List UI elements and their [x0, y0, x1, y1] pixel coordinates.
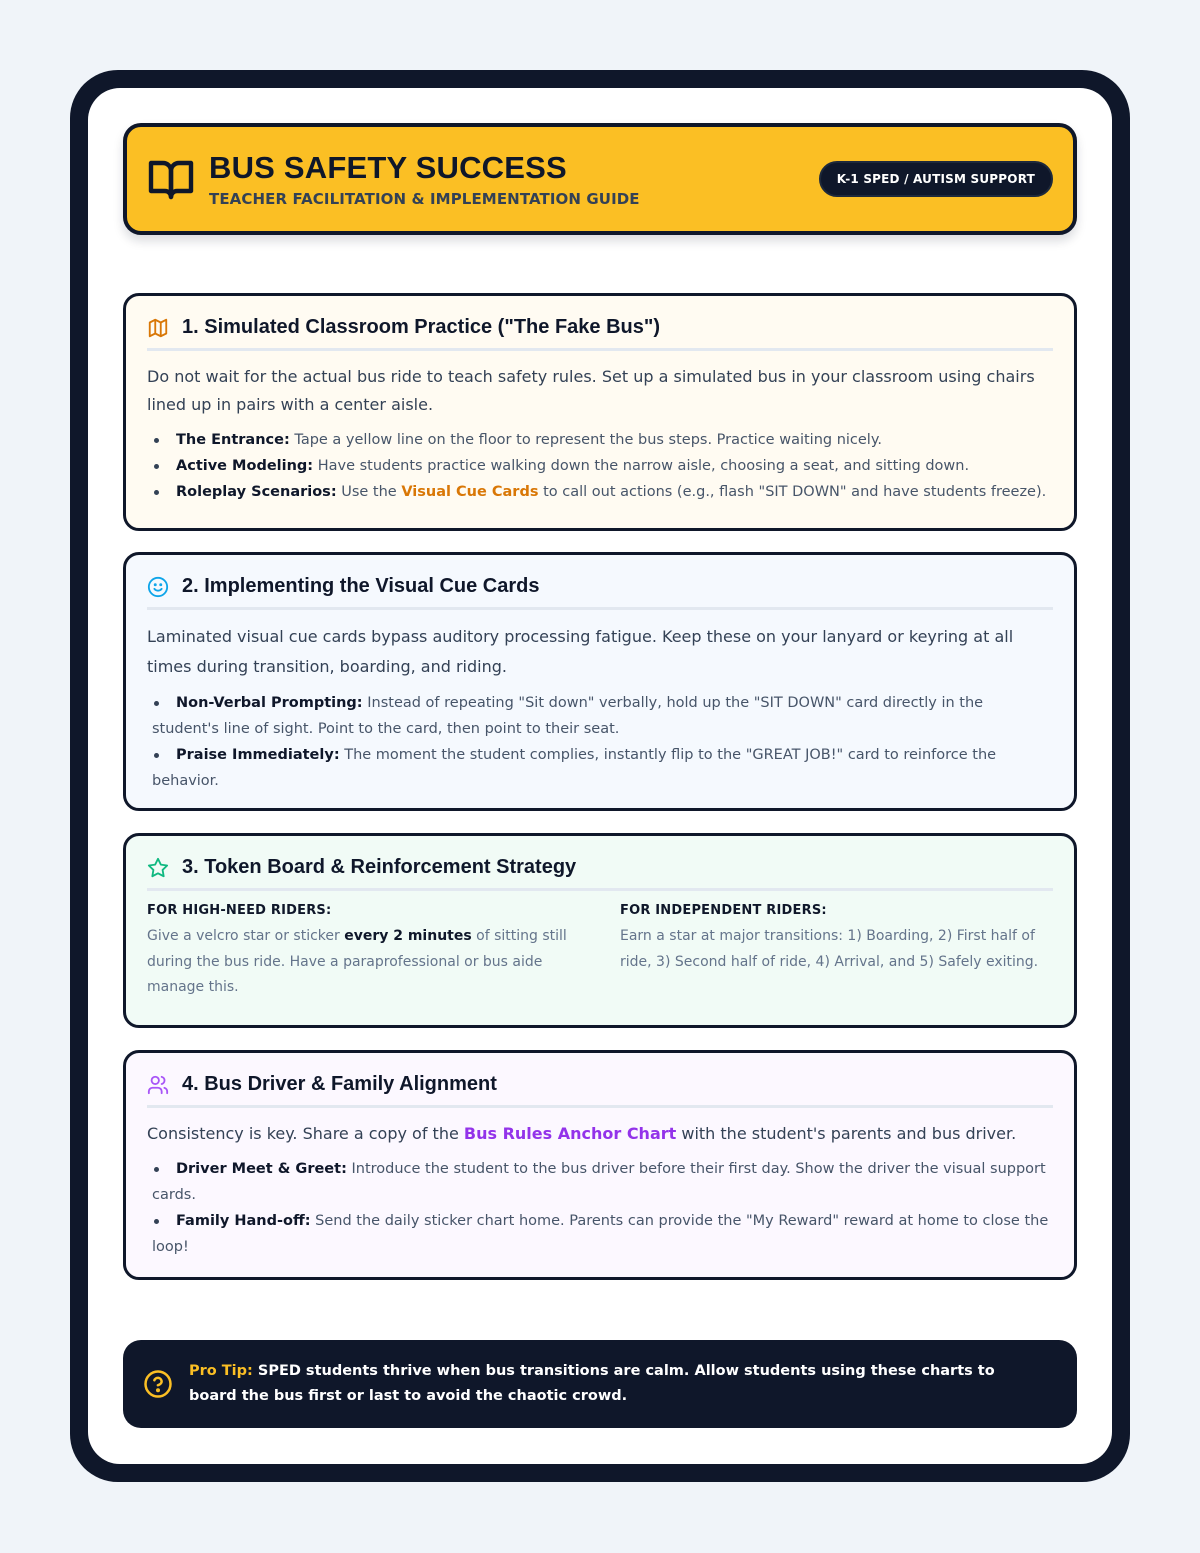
item-text: Tape a yellow line on the floor to represent the bus steps. Practice waiting nicely. [289, 432, 882, 448]
column-heading: FOR HIGH-NEED RIDERS: [147, 903, 332, 918]
list-item [147, 1208, 1053, 1260]
column-text [147, 924, 580, 1001]
section-header [147, 575, 1053, 610]
rider-columns [147, 903, 1053, 1001]
section-title: 2. Implementing the Visual Cue Cards [182, 575, 540, 597]
grade-badge: K-1 SPED / AUTISM SUPPORT [819, 161, 1053, 197]
section-title: 4. Bus Driver & Family Alignment [182, 1073, 497, 1095]
item-label: Praise Immediately: [176, 747, 340, 763]
pro-tip-label: Pro Tip: [189, 1363, 253, 1379]
page-frame [70, 70, 1130, 1482]
item-text: Send the daily sticker chart home. Parents can provide the "My Reward" reward at home to close the loop! [152, 1213, 1049, 1255]
guide-page [88, 88, 1112, 1464]
bullet-list [147, 427, 1053, 505]
page-title: BUS SAFETY SUCCESS [209, 150, 567, 185]
item-label: The Entrance: [176, 432, 290, 448]
section-simulated-practice [123, 293, 1077, 531]
column-text: Earn a star at major transitions: 1) Boarding, 2) First half of ride, 3) Second half of ride, 4) Arrival, and 5) Safely exiting. [620, 928, 1039, 970]
item-label: Family Hand-off: [176, 1213, 311, 1229]
section-lead: Do not wait for the actual bus ride to teach safety rules. Set up a simulated bus in your classroom using chairs lined up in pairs with a center aisle. [147, 367, 1035, 414]
section-title: 3. Token Board & Reinforcement Strategy [182, 856, 577, 878]
item-text: to call out actions (e.g., flash "SIT DOWN" and have students freeze). [538, 484, 1047, 500]
column-text-bold: every 2 minutes [344, 928, 472, 944]
users-icon [147, 1074, 169, 1096]
section-header [147, 316, 1053, 351]
item-text: Have students practice walking down the narrow aisle, choosing a seat, and sitting down. [313, 458, 970, 474]
section-token-board [123, 833, 1077, 1028]
header-banner [123, 123, 1077, 235]
map-icon [147, 317, 169, 339]
list-item [147, 427, 1053, 453]
section-driver-family [123, 1050, 1077, 1280]
lead-text: Consistency is key. Share a copy of the [147, 1124, 464, 1143]
section-lead: Laminated visual cue cards bypass auditory processing fatigue. Keep these on your lanyard or keyring at all times during transition, boarding, and riding. [147, 627, 1014, 676]
bullet-list [147, 690, 1053, 794]
high-need-column [147, 903, 580, 1001]
star-icon [147, 857, 169, 879]
list-item [147, 742, 1053, 794]
question-icon [143, 1369, 173, 1399]
item-label: Non-Verbal Prompting: [176, 695, 363, 711]
pro-tip-body: SPED students thrive when bus transitions are calm. Allow students using these charts to board the bus first or last to avoid the chaotic crowd. [189, 1363, 995, 1404]
section-header [147, 1073, 1053, 1108]
list-item [147, 690, 1053, 742]
anchor-chart-highlight: Bus Rules Anchor Chart [463, 1124, 677, 1143]
list-item [147, 453, 1053, 479]
pro-tip-banner [123, 1340, 1077, 1428]
column-text-part: Give a velcro star or sticker [147, 928, 345, 944]
section-visual-cue-cards [123, 552, 1077, 811]
item-label: Active Modeling: [176, 458, 314, 474]
item-text: Instead of repeating "Sit down" verbally, hold up the "SIT DOWN" card directly in the student's line of sight. Point to the card, then point to their seat. [152, 695, 984, 737]
item-text: The moment the student complies, instantly flip to the "GREAT JOB!" card to reinforce the behavior. [152, 747, 997, 789]
pro-tip-text [189, 1359, 1047, 1409]
column-heading: FOR INDEPENDENT RIDERS: [620, 903, 827, 918]
list-item [147, 1156, 1053, 1208]
visual-cue-cards-highlight: Visual Cue Cards [401, 484, 539, 500]
item-label: Driver Meet & Greet: [176, 1161, 347, 1177]
column-text-part: of sitting still during the bus ride. Have a paraprofessional or bus aide manage this. [147, 928, 567, 995]
item-label: Roleplay Scenarios: [176, 484, 337, 500]
item-text: Introduce the student to the bus driver before their first day. Show the driver the visual support cards. [152, 1161, 1046, 1203]
item-text: Use the [336, 484, 402, 500]
lead-text: with the student's parents and bus driver. [676, 1124, 1017, 1143]
smiley-icon [147, 576, 169, 598]
bullet-list [147, 1156, 1053, 1260]
independent-column [620, 903, 1053, 1001]
book-icon [147, 155, 195, 203]
section-header [147, 856, 1053, 891]
list-item [147, 479, 1053, 505]
section-title: 1. Simulated Classroom Practice ("The Fake Bus") [182, 316, 661, 338]
section-lead [147, 1120, 1053, 1148]
page-subtitle: TEACHER FACILITATION & IMPLEMENTATION GUIDE [209, 190, 640, 208]
